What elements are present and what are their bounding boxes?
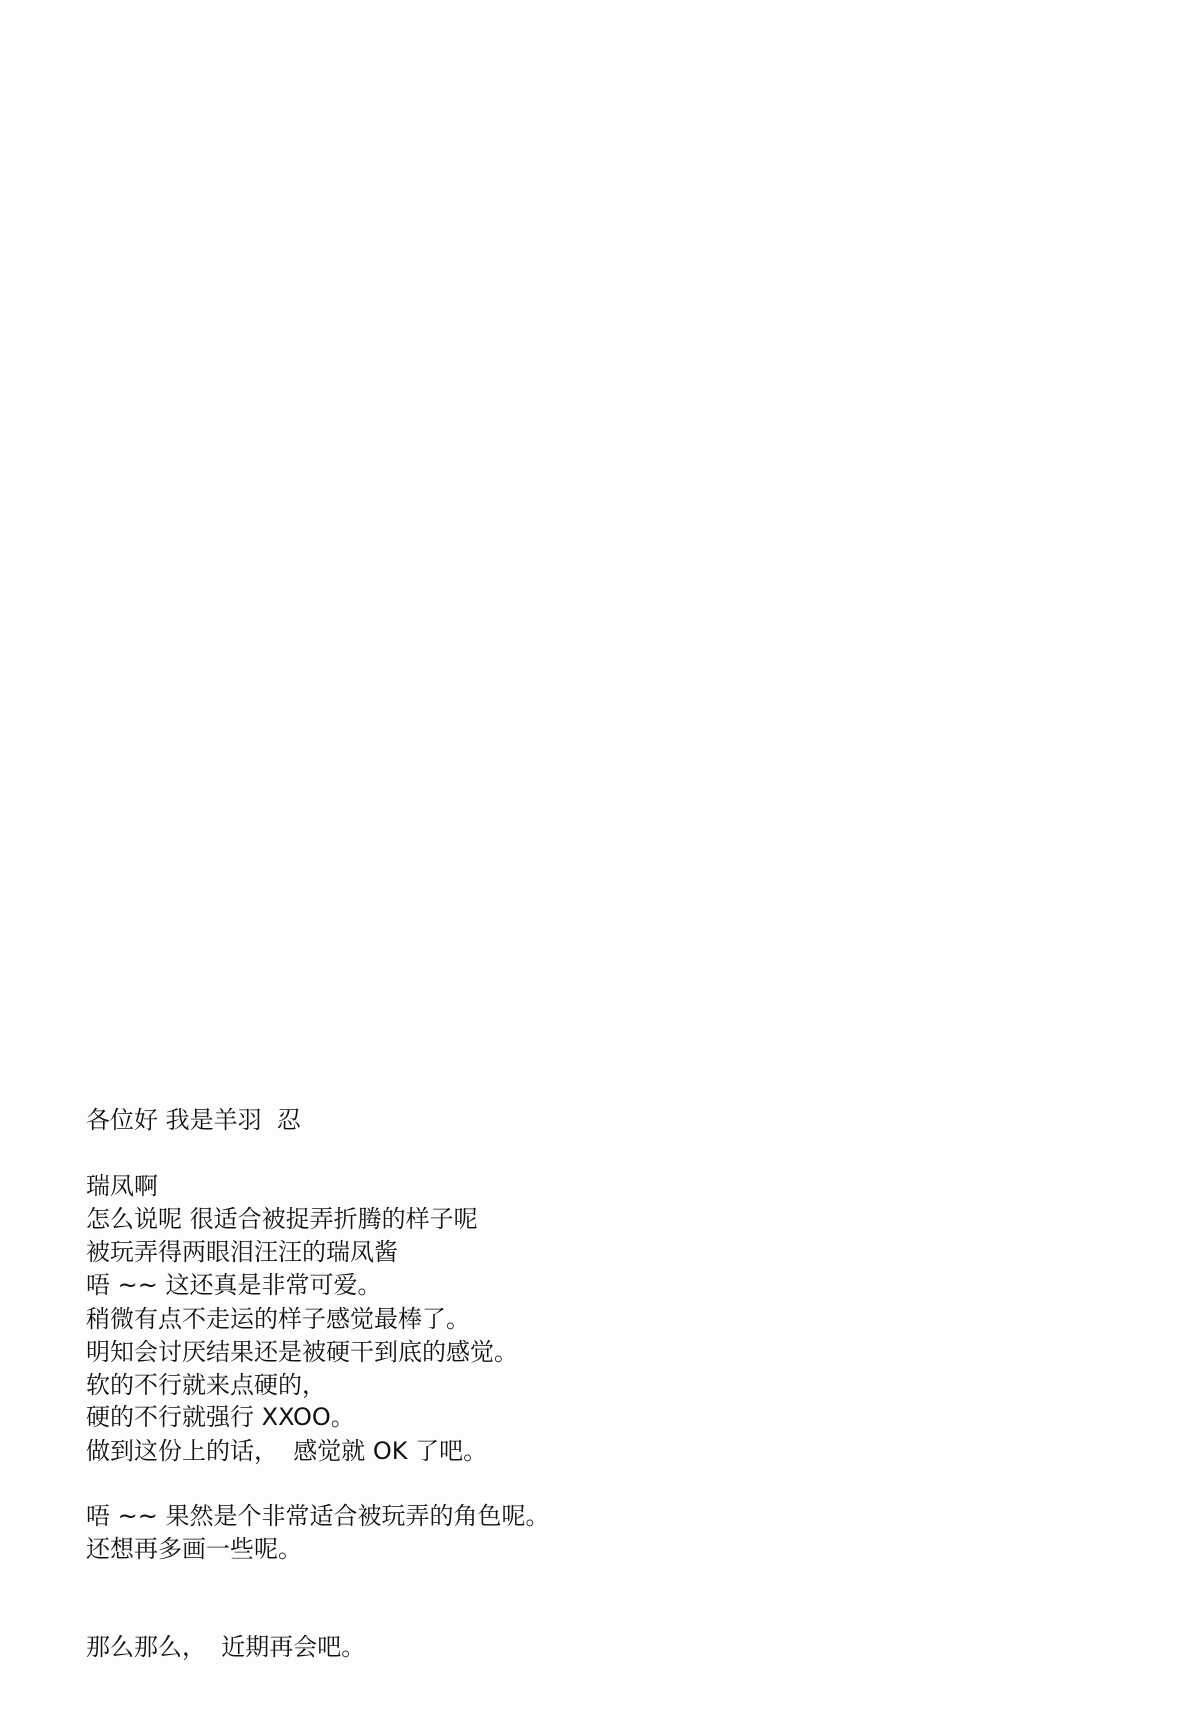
text-line: 唔 ~~ 果然是个非常适合被玩弄的角色呢。 xyxy=(86,1502,550,1530)
text-line: 做到这份上的话， 感觉就 OK 了吧。 xyxy=(86,1437,488,1465)
greeting-line: 各位好 我是羊羽 忍 xyxy=(86,1106,301,1134)
text-line: 唔 ~~ 这还真是非常可爱。 xyxy=(86,1271,382,1299)
text-line: 硬的不行就强行 XXOO。 xyxy=(86,1403,355,1431)
text-line: 稍微有点不走运的样子感觉最棒了。 xyxy=(86,1305,470,1333)
text-line: 被玩弄得两眼泪汪汪的瑞凤酱 xyxy=(86,1238,398,1266)
text-line: 明知会讨厌结果还是被硬干到底的感觉。 xyxy=(86,1338,518,1366)
text-line: 瑞凤啊 xyxy=(86,1172,158,1200)
text-line: 怎么说呢 很适合被捉弄折腾的样子呢 xyxy=(86,1205,478,1233)
text-line: 软的不行就来点硬的， xyxy=(86,1371,326,1399)
closing-line: 那么那么， 近期再会吧。 xyxy=(86,1633,366,1661)
text-line: 还想再多画一些呢。 xyxy=(86,1535,302,1563)
